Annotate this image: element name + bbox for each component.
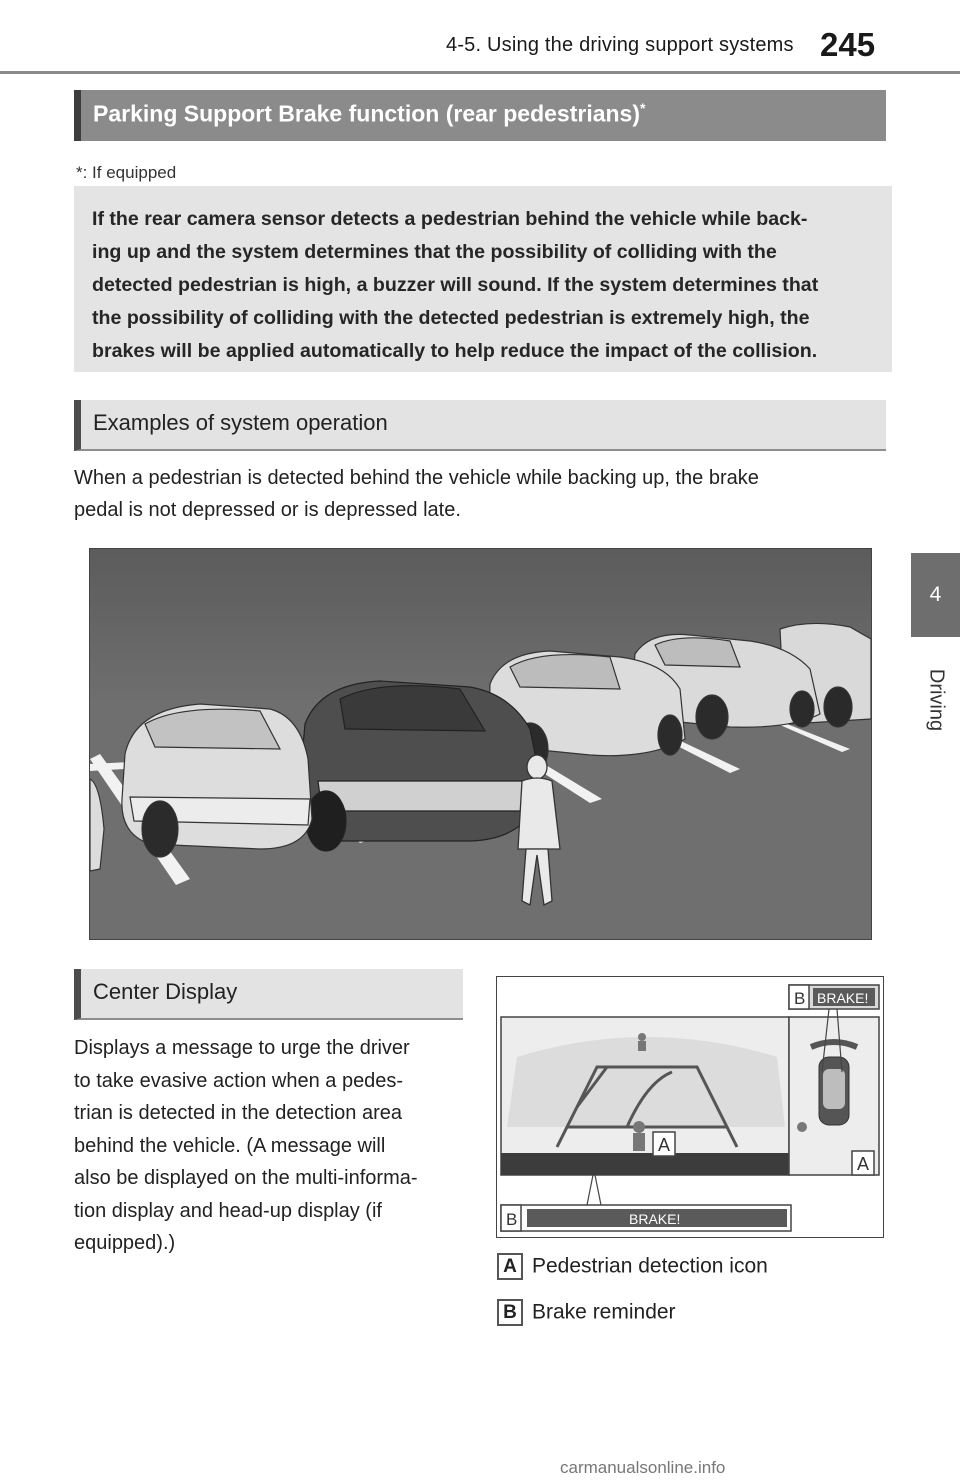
body-line: equipped).) <box>74 1232 176 1254</box>
legend-label: Brake reminder <box>532 1300 676 1324</box>
body-paragraph-center-display <box>74 1032 468 1260</box>
legend-item-brake-reminder <box>497 1299 676 1326</box>
intro-line: ing up and the system determines that the possibility of colliding with the <box>92 241 777 263</box>
intro-line: the possibility of colliding with the detected pedestrian is extremely high, the <box>92 307 810 329</box>
intro-line: brakes will be applied automatically to help reduce the impact of the collision. <box>92 340 818 362</box>
body-line: behind the vehicle. (A message will <box>74 1134 386 1157</box>
marker-a-side: A <box>857 1154 870 1174</box>
section-title-parking-support-brake <box>74 90 886 141</box>
chapter-label <box>912 655 960 745</box>
body-line: tion display and head-up display (if <box>74 1199 382 1222</box>
section-title-text: Parking Support Brake function (rear pedestrians) <box>93 100 641 127</box>
header-rule <box>0 71 960 74</box>
marker-b-top: B <box>794 989 806 1008</box>
legend-label: Pedestrian detection icon <box>532 1254 768 1278</box>
chapter-label-text: Driving <box>925 668 948 732</box>
watermark: carmanualsonline.info <box>560 1458 726 1477</box>
page-number: 245 <box>820 26 876 63</box>
chapter-number: 4 <box>929 583 942 606</box>
legend-item-pedestrian-icon <box>497 1253 768 1280</box>
legend-tag: A <box>497 1253 523 1280</box>
section-title-examples: Examples of system operation <box>74 400 886 451</box>
body-paragraph-example <box>74 462 874 526</box>
legend-tag: B <box>497 1299 523 1326</box>
parking-lot-drawing <box>90 549 871 939</box>
body-line: Displays a message to urge the driver <box>74 1037 410 1059</box>
brake-message-top: BRAKE! <box>817 990 869 1006</box>
body-line: also be displayed on the multi-informa- <box>74 1167 418 1189</box>
intro-line: detected pedestrian is high, a buzzer will sound. If the system determines that <box>92 274 819 296</box>
marker-b-bottom: B <box>506 1210 518 1229</box>
body-line: to take evasive action when a pedes- <box>74 1069 404 1092</box>
intro-box <box>74 186 892 372</box>
marker-a-on-screen: A <box>658 1135 671 1155</box>
body-line: trian is detected in the detection area <box>74 1102 402 1124</box>
body-line: pedal is not depressed or is depressed late. <box>74 499 461 521</box>
running-header-section: 4-5. Using the driving support systems <box>446 34 794 56</box>
center-display-drawing <box>497 977 883 1237</box>
center-display-illustration <box>496 976 884 1238</box>
section-title-center-display: Center Display <box>74 969 463 1020</box>
chapter-tab <box>911 553 960 637</box>
footnote: *: If equipped <box>76 163 177 182</box>
intro-line: If the rear camera sensor detects a pedestrian behind the vehicle while back- <box>92 208 808 230</box>
footnote-mark: * <box>640 100 646 116</box>
parked-car-1 <box>122 704 312 857</box>
brake-message-bottom: BRAKE! <box>629 1211 681 1227</box>
body-line: When a pedestrian is detected behind the vehicle while backing up, the brake <box>74 467 759 489</box>
parking-lot-illustration <box>89 548 872 940</box>
vehicle-backing-up <box>299 681 542 851</box>
